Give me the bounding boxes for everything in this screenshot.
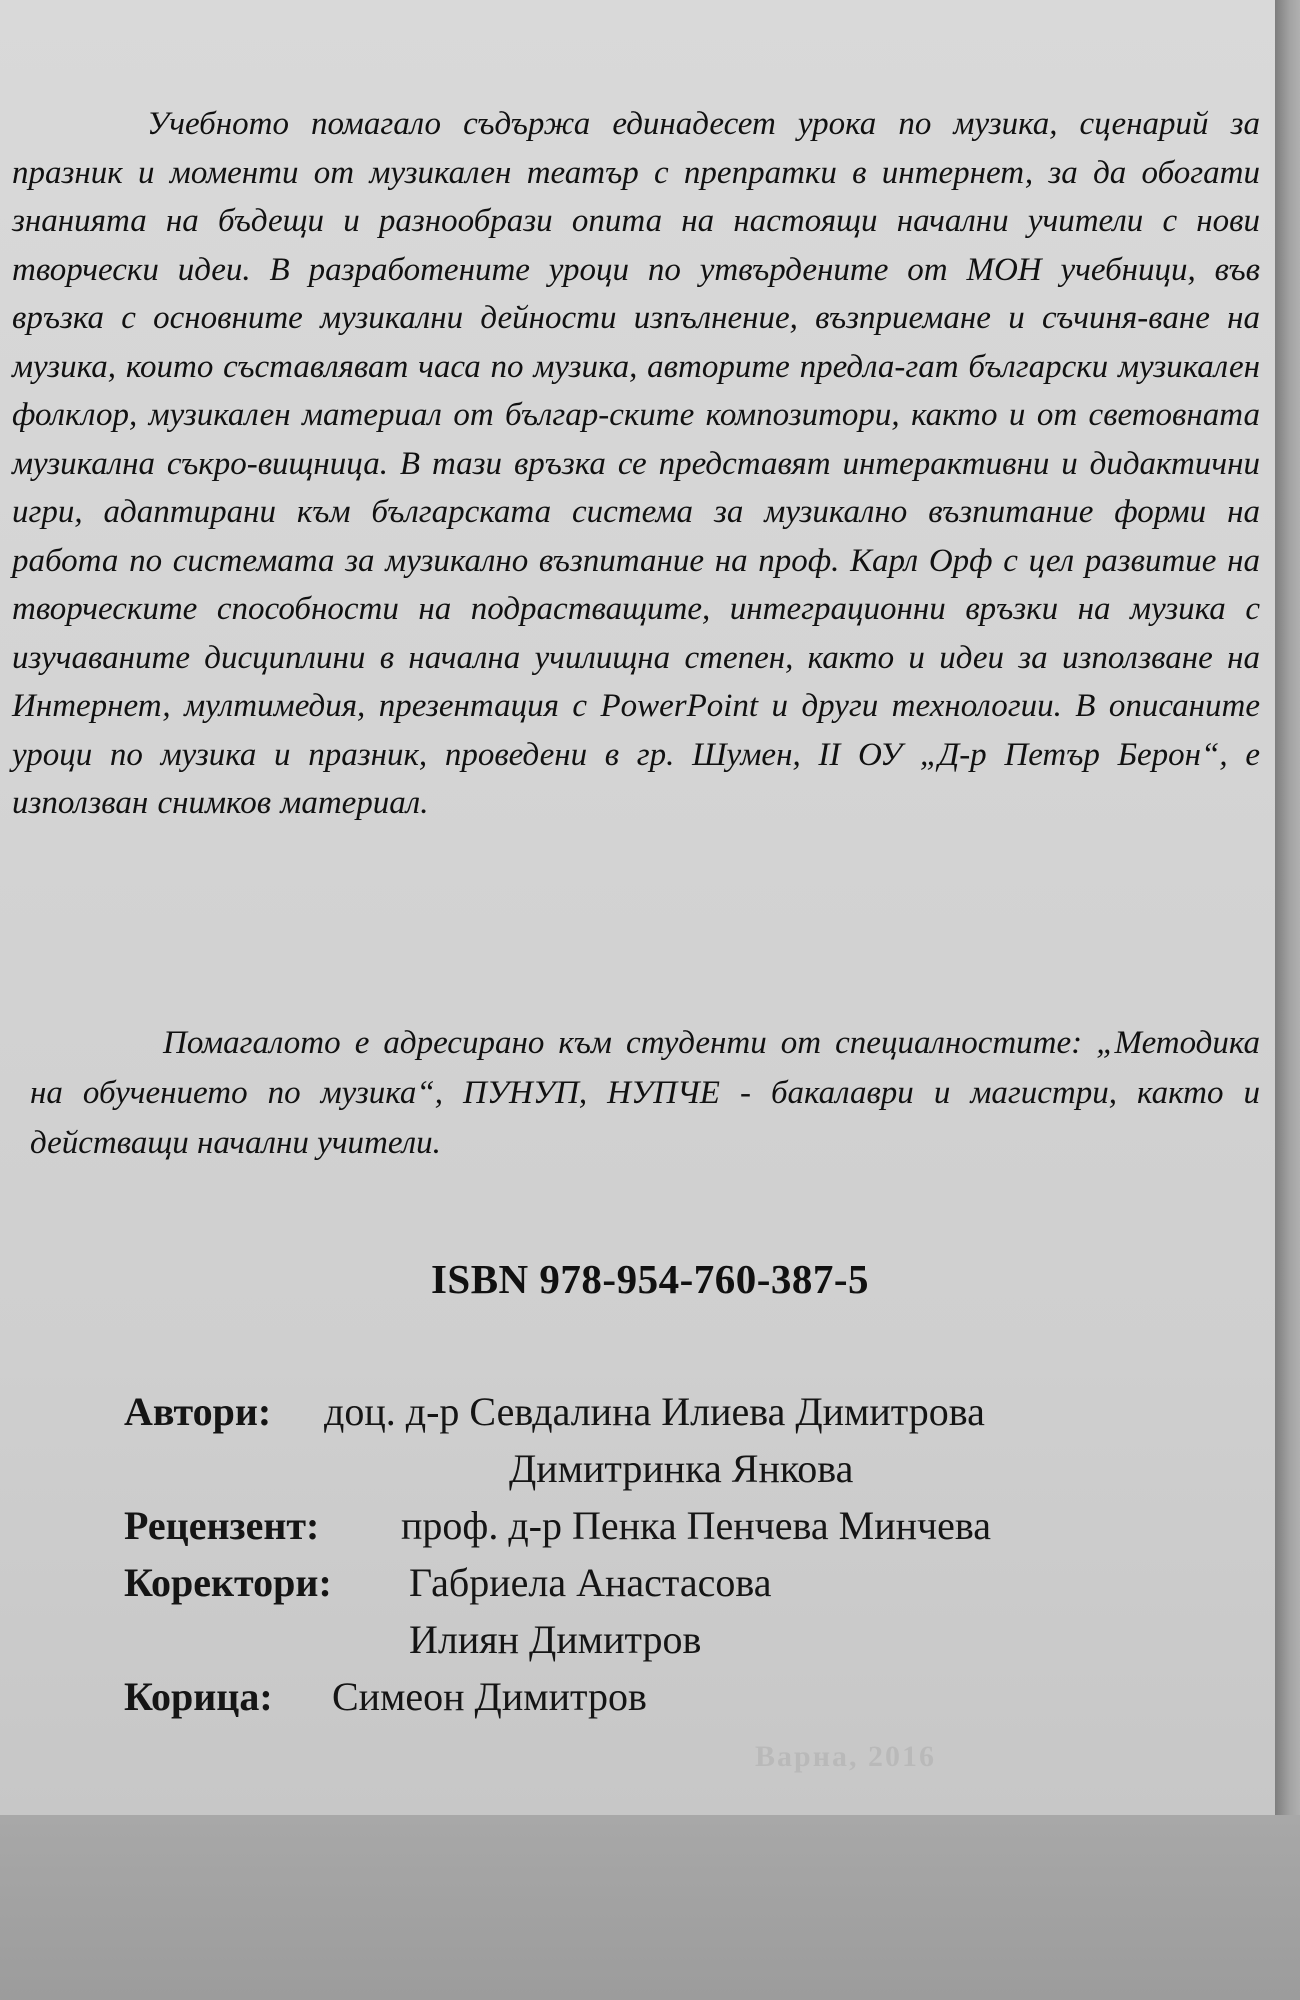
credit-row-proofreaders <box>124 1554 772 1611</box>
proofreader-name-2: Илиян Димитров <box>409 1617 702 1662</box>
abstract-paragraph: Учебното помагало съдържа единадесет урока по музика, сценарий за празник и моменти от музикален театър с препратки в интернет, за да обогати знанията на бъдещи и разнообрази опита на настоящи начални учители с нови творчески идеи. В разработените уроци по утвърдените от МОН учебници, във връзка с основните музикални дейности изпълнение, възприемане и съчиня-ване на музика, които съставляват часа по музика, авторите предла-гат български музикален фолклор, музикален материал от българ-ските композитори, както и от световната музикална съкро-вищница. В тази връзка се представят интерактивни и дидактични игри, адаптирани към българската система за музикално възпитание форми на работа по системата за музикално възпитание на проф. Карл Орф с цел развитие на творческите способности на подрастващите, интеграционни връзки на музика с изучаваните дисциплини в начална училищна степен, както и идеи за използване на Интернет, мултимедия, презентация с PowerPoint и други технологии. В описаните уроци по музика и празник, проведени в гр. Шумен, II ОУ „Д-р Петър Берон“, е използван снимков материал. <box>12 106 1260 821</box>
background-surface <box>0 1815 1300 2000</box>
credit-row-authors-cont <box>124 1440 854 1497</box>
reviewer-name: проф. д-р Пенка Пенчева Минчева <box>401 1503 992 1548</box>
credit-row-reviewer <box>124 1497 992 1554</box>
cover-label: Корица: <box>124 1674 273 1719</box>
author-name-2: Димитринка Янкова <box>509 1446 854 1491</box>
credits-block <box>124 1383 992 1725</box>
credit-row-proofreaders-cont <box>124 1611 702 1668</box>
reviewer-label: Рецензент: <box>124 1503 320 1548</box>
proofreader-name-1: Габриела Анастасова <box>409 1560 772 1605</box>
author-name-1: доц. д-р Севдалина Илиева Димитрова <box>324 1389 985 1434</box>
proofreaders-label: Коректори: <box>124 1560 332 1605</box>
credit-row-authors <box>124 1383 985 1440</box>
page-edge-shadow <box>1275 0 1300 2000</box>
cover-designer-name: Симеон Димитров <box>332 1674 647 1719</box>
authors-label: Автори: <box>124 1389 272 1434</box>
credit-row-cover <box>124 1668 647 1725</box>
audience-paragraph: Помагалото е адресирано към студенти от специалностите: „Методика на обучението по музика“, ПУНУП, НУПЧЕ - бакалаври и магистри, както и действащи начални учители. <box>30 1025 1260 1161</box>
isbn-number: ISBN 978-954-760-387-5 <box>430 1256 870 1302</box>
bleed-through-text: Варна, 2016 <box>755 1740 936 1773</box>
